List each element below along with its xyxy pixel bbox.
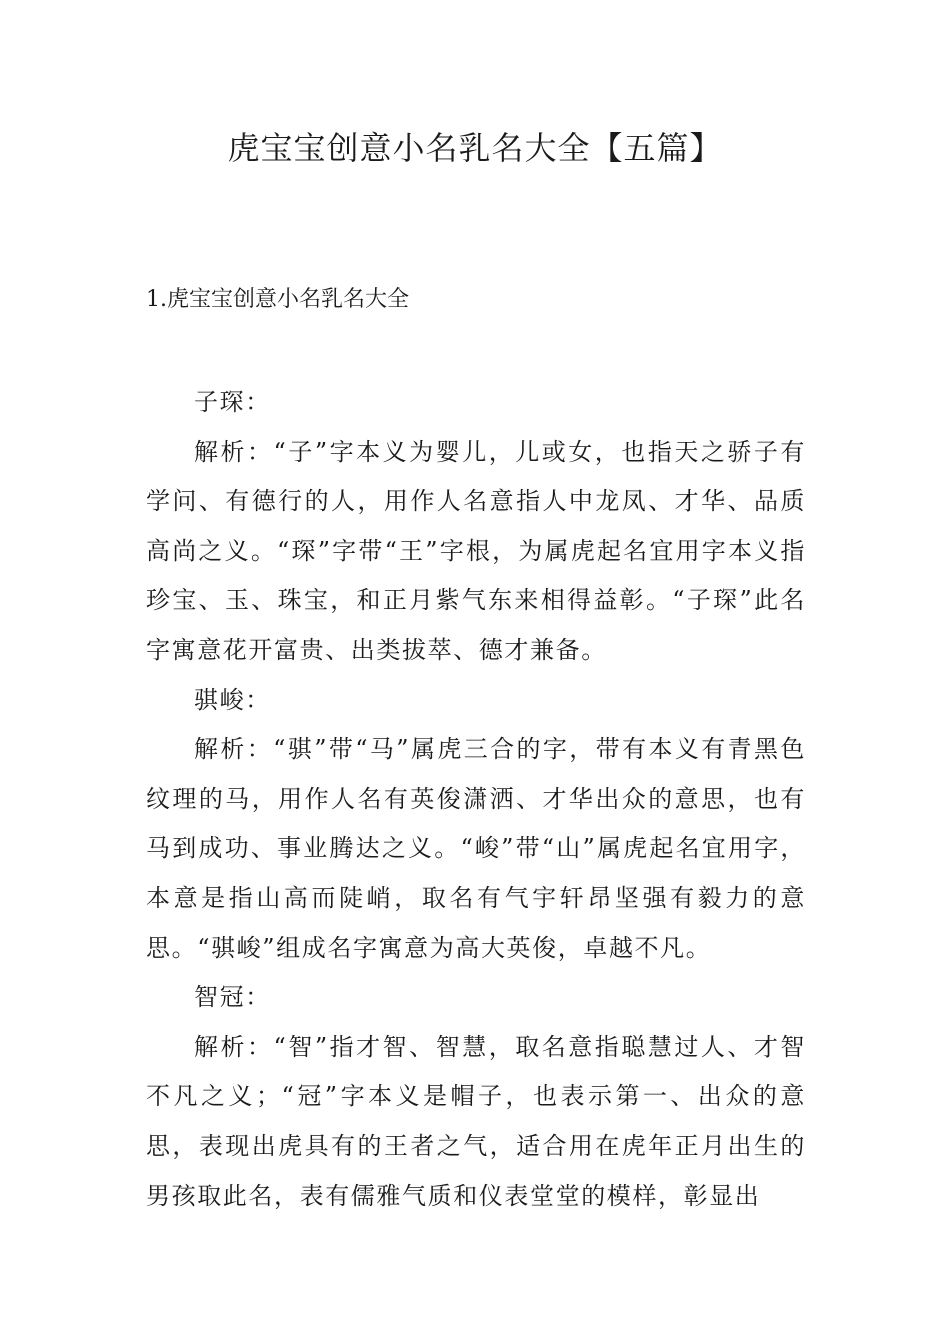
document-body <box>146 378 806 1221</box>
name-entry-qijun: 骐峻： <box>194 685 271 714</box>
name-analysis-qijun: 解析：“骐”带“马”属虎三合的字，带有本义有青黑色纹理的马，用作人名有英俊潇洒、才华出众的意思，也有马到成功、事业腾达之义。“峻”带“山”属虎起名宜用字，本意是指山高而陡峭，取名有气宇轩昂坚强有毅力的意思。“骐峻”组成名字寓意为高大英俊，卓越不凡。 <box>146 735 806 962</box>
name-entry-zichen: 子琛： <box>194 388 271 416</box>
name-entry-zhiguan: 智冠： <box>194 983 271 1012</box>
name-analysis-zichen: 解析：“子”字本义为婴儿，儿或女，也指天之骄子有学问、有德行的人，用作人名意指人中龙凤、才华、品质高尚之义。“琛”字带“王”字根，为属虎起名宜用字本义指珍宝、玉、珠宝，和正月紫气东来相得益彰。“子琛”此名字寓意花开富贵、出类拔萃、德才兼备。 <box>146 437 806 664</box>
name-analysis-zhiguan: 解析：“智”指才智、智慧，取名意指聪慧过人、才智不凡之义；“冠”字本义是帽子，也表示第一、出众的意思，表现出虎具有的王者之气，适合用在虎年正月出生的男孩取此名，表有儒雅气质和仪表堂堂的模样，彰显出 <box>146 1032 806 1210</box>
document-title: 虎宝宝创意小名乳名大全【五篇】 <box>227 129 723 167</box>
section-heading: 1.虎宝宝创意小名乳名大全 <box>146 287 409 312</box>
